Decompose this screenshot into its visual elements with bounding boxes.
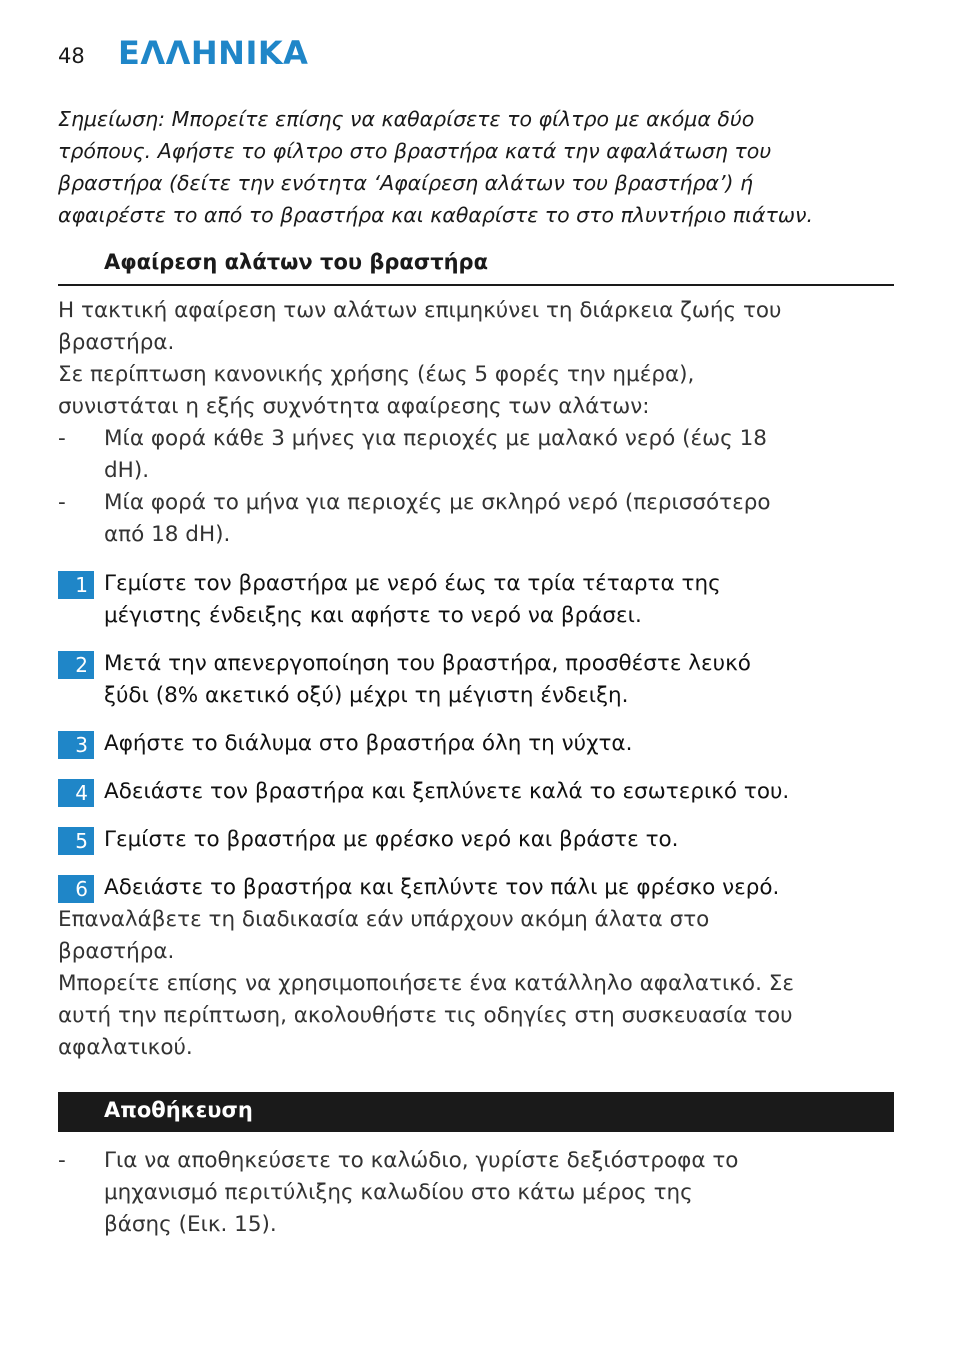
bullet-line: Μία φορά κάθε 3 μήνες για περιοχές με μαλακό νερό (έως 18 [104, 426, 767, 451]
step-line: Μετά την απενεργοποίηση του βραστήρα, προσθέστε λευκό [104, 651, 751, 676]
note-line: αφαιρέστε το από το βραστήρα και καθαρίστε το στο πλυντήριο πιάτων. [58, 203, 813, 227]
followup-line: αυτή την περίπτωση, ακολουθήστε τις οδηγίες στη συσκευασία του [58, 1003, 793, 1028]
followup-line: Μπορείτε επίσης να χρησιμοποιήσετε ένα κατάλληλο αφαλατικό. Σε [58, 971, 794, 996]
followup-line: Επαναλάβετε τη διαδικασία εάν υπάρχουν ακόμη άλατα στο [58, 907, 710, 932]
followup-line: βραστήρα. [58, 939, 175, 964]
bullet-dash: - [58, 426, 66, 451]
bullet-dash: - [58, 490, 66, 515]
step-number-badge: 1 [58, 571, 94, 599]
step-text [104, 776, 894, 808]
bullet-dash: - [58, 1148, 66, 1173]
intro-line: βραστήρα. [58, 330, 175, 355]
followup-line: αφαλατικού. [58, 1035, 193, 1060]
bullet-text [104, 1145, 890, 1241]
step-line: Αδειάστε τον βραστήρα και ξεπλύνετε καλά το εσωτερικό του. [104, 779, 790, 804]
step-number-badge: 2 [58, 651, 94, 679]
step-number-badge: 6 [58, 875, 94, 903]
step-text [104, 728, 894, 760]
bullet-line: Μία φορά το μήνα για περιοχές με σκληρό νερό (περισσότερο [104, 490, 771, 515]
intro-line: Η τακτική αφαίρεση των αλάτων επιμηκύνει τη διάρκεια ζωής του [58, 298, 782, 323]
step-number-badge: 5 [58, 827, 94, 855]
descaling-followup [58, 904, 888, 1064]
step-number-badge: 4 [58, 779, 94, 807]
step-line: μέγιστης ένδειξης και αφήστε το νερό να βράσει. [104, 603, 642, 628]
step-line: Γεμίστε το βραστήρα με φρέσκο νερό και βράστε το. [104, 827, 679, 852]
step-text [104, 872, 894, 904]
step-number-badge: 3 [58, 731, 94, 759]
step-line: ξύδι (8% ακετικό οξύ) μέχρι τη μέγιστη ένδειξη. [104, 683, 629, 708]
bullet-line: Για να αποθηκεύσετε το καλώδιο, γυρίστε δεξιόστροφα το [104, 1148, 739, 1173]
note-line: Σημείωση: Μπορείτε επίσης να καθαρίσετε το φίλτρο με ακόμα δύο [58, 107, 755, 131]
note-paragraph [58, 103, 898, 231]
step-line: Γεμίστε τον βραστήρα με νερό έως τα τρία τέταρτα της [104, 571, 721, 596]
page-number: 48 [58, 44, 85, 68]
section-heading-text: Αφαίρεση αλάτων του βραστήρα [104, 250, 489, 274]
storage-section-heading [58, 1092, 894, 1132]
step-text [104, 648, 894, 712]
intro-line: Σε περίπτωση κανονικής χρήσης (έως 5 φορές την ημέρα), [58, 362, 695, 387]
step-line: Αφήστε το διάλυμα στο βραστήρα όλη τη νύχτα. [104, 731, 633, 756]
bullet-line: μηχανισμό περιτύλιξης καλωδίου στο κάτω μέρος της [104, 1180, 693, 1205]
bullet-line: dH). [104, 458, 150, 483]
bullet-line: από 18 dH). [104, 522, 231, 547]
bullet-text [104, 487, 890, 551]
note-line: βραστήρα (δείτε την ενότητα ‘Αφαίρεση αλάτων του βραστήρα’) ή [58, 171, 754, 195]
section-heading-text: Αποθήκευση [104, 1098, 253, 1122]
descaling-intro [58, 295, 888, 423]
bullet-line: βάσης (Εικ. 15). [104, 1212, 277, 1237]
language-title: ΕΛΛΗΝΙΚΑ [118, 34, 309, 72]
bullet-text [104, 423, 890, 487]
intro-line: συνιστάται η εξής συχνότητα αφαίρεσης των αλάτων: [58, 394, 650, 419]
step-text [104, 568, 894, 632]
step-text [104, 824, 894, 856]
note-line: τρόπους. Αφήστε το φίλτρο στο βραστήρα κατά την αφαλάτωση του [58, 139, 772, 163]
step-line: Αδειάστε το βραστήρα και ξεπλύντε τον πάλι με φρέσκο νερό. [104, 875, 780, 900]
descaling-section-heading [58, 248, 894, 286]
